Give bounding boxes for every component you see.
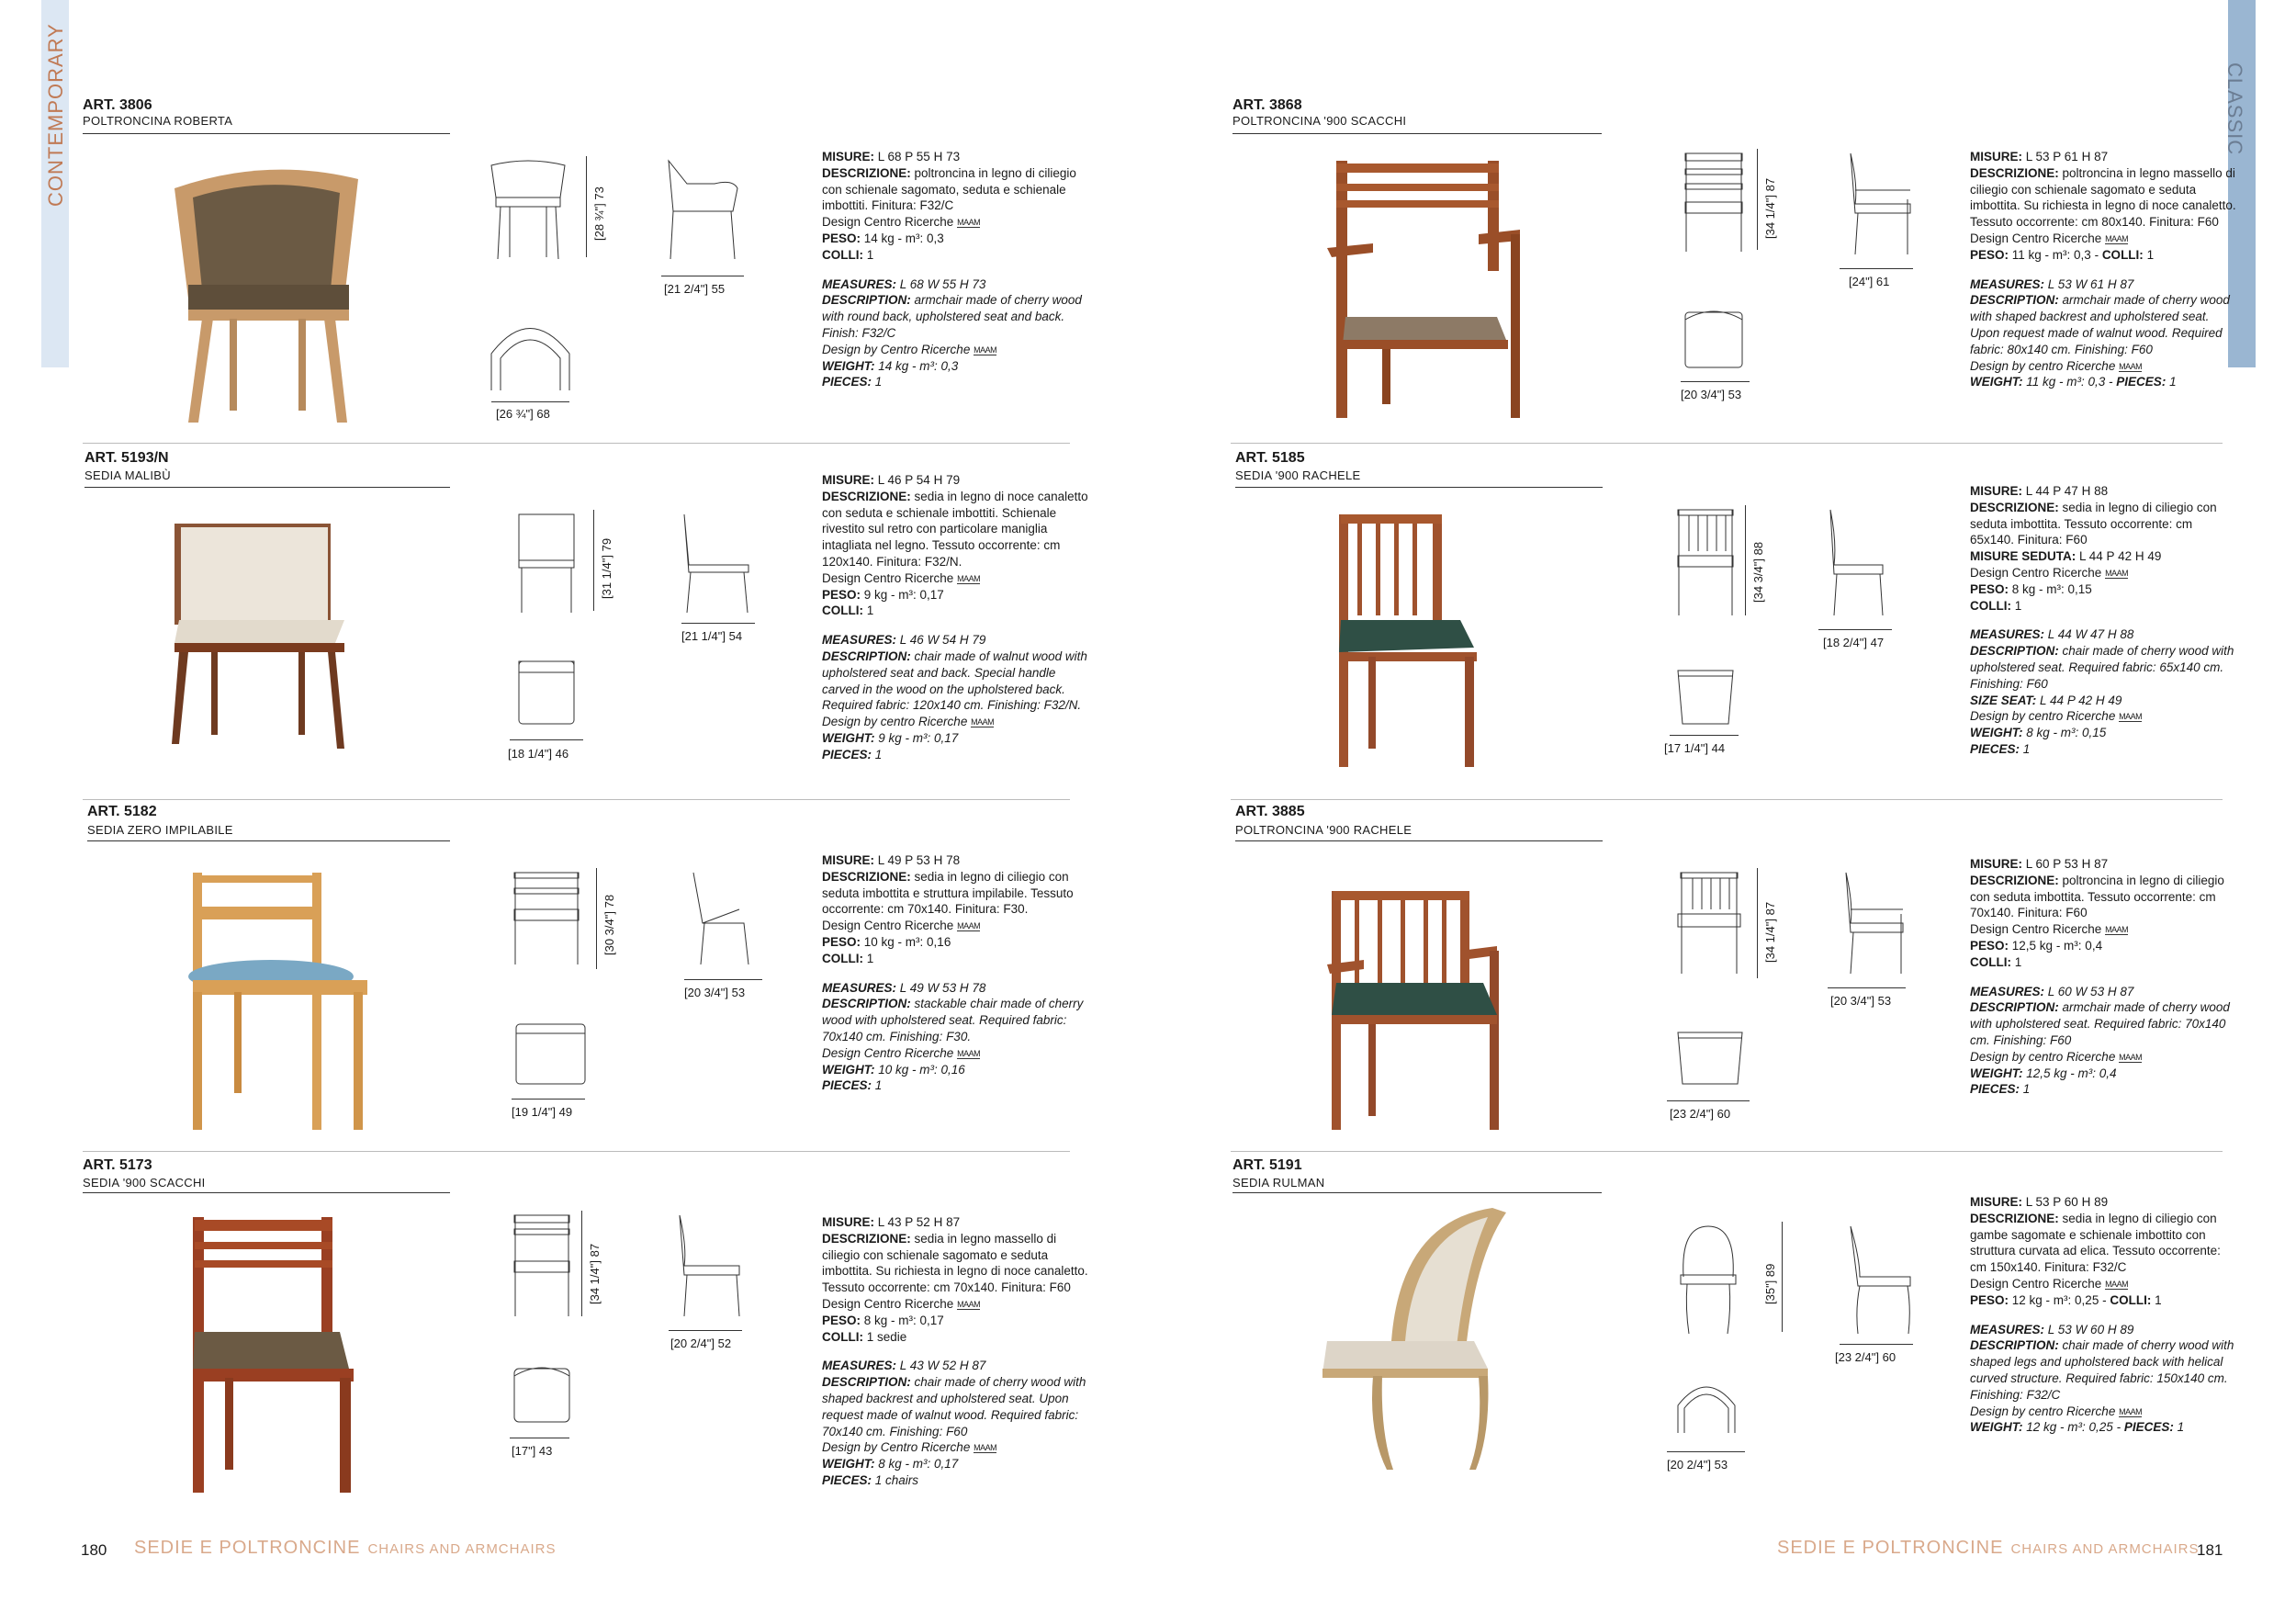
description-block [822,1214,1088,1502]
art-code: ART. 5182 [87,804,157,819]
description-it: MISURE: L 44 P 47 H 88 DESCRIZIONE: sedia in legno di ciliegio con seduta imbottita. Tessuto occorrente: cm 65x140. Finitura: F60 MISURE SEDUTA: L 44 P 42 H 49 Design Centro Ricerche MAAM PESO: 8 kg - m³: 0,15 COLLI: 1 [1970,484,2217,613]
top-view-sketch [1673,661,1738,730]
footer-title-right: SEDIE E POLTRONCINE CHAIRS AND ARMCHAIRS [1777,1538,2200,1558]
width-dimension: [17 1/4"] 44 [1664,741,1726,755]
width-dimension: [20 2/4"] 53 [1667,1458,1728,1472]
art-code: ART. 5185 [1235,450,1305,466]
description-block [1970,149,2236,403]
description-it: MISURE: L 53 P 60 H 89 DESCRIZIONE: sedia in legno di ciliegio con gambe sagomate e schienale imbottito con struttura curvata ad elica. Tessuto occorrente: cm 150x140. Finitura: F32/C Design Centro Ricerche MAAM PESO: 12 kg - m³: 0,25 - COLLI: 1 [1970,1195,2221,1307]
description-en: MEASURES: L 53 W 60 H 89 DESCRIPTION: chair made of cherry wood with shaped legs and upholstered back with helical curved structure. Required fabric: 150x140 cm. Finishing: F32/C Design by centro Ricerche MAAM WEIGHT: 12 kg - m³: 0,25 - PIECES: 1 [1970,1322,2234,1435]
description-en: MEASURES: L 68 W 55 H 73 DESCRIPTION: armchair made of cherry wood with round back, upholstered seat and back. Finish: F32/C Design by Centro Ricerche MAAM WEIGHT: 14 kg - m³: 0,3 PIECES: 1 [822,276,1082,389]
title-underline [1232,133,1602,134]
art-name: SEDIA RULMAN [1232,1176,1325,1190]
row-divider [83,799,1070,800]
description-block [1970,483,2236,771]
top-view-sketch [514,657,579,730]
maam-logo: MAAM [974,1443,997,1453]
description-en: MEASURES: L 60 W 53 H 87 DESCRIPTION: armchair made of cherry wood with upholstered seat. Required fabric: 70x140 cm. Finishing: F60 Design by centro Ricerche MAAM WEIGHT: 12,5 kg - m³: 0,4 PIECES: 1 [1970,984,2230,1097]
front-view-sketch [487,156,569,262]
depth-dimension: [23 2/4"] 60 [1835,1350,1896,1364]
description-it: MISURE: L 68 P 55 H 73 DESCRIZIONE: poltroncina in legno di ciliegio con schienale sagomato, seduta e schienale imbottiti. Finitura: F32/C Design Centro Ricerche MAAM PESO: 14 kg - m³: 0,3 COLLI: 1 [822,150,1076,262]
side-view-sketch [680,510,753,615]
depth-dimension: [20 3/4"] 53 [1830,994,1892,1008]
top-view-sketch [487,312,574,395]
height-dimension: [31 1/4"] 79 [600,537,613,599]
front-view-sketch [1681,149,1747,254]
side-view-sketch [659,156,742,262]
description-it: MISURE: L 60 P 53 H 87 DESCRIZIONE: poltroncina in legno di ciliegio con seduta imbottita. Tessuto occorrente: cm 70x140. Finitura: F60 Design Centro Ricerche MAAM PESO: 12,5 kg - m³: 0,4 COLLI: 1 [1970,857,2224,969]
top-view-sketch [1673,1373,1739,1438]
description-it: MISURE: L 43 P 52 H 87 DESCRIZIONE: sedia in legno massello di ciliegio con schienale sagomato e seduta imbottita. Su richiesta in legno di noce canaletto. Tessuto occorrente: cm 70x140. Finitura: F60 Design Centro Ricerche MAAM PESO: 8 kg - m³: 0,17 COLLI: 1 sedie [822,1215,1088,1344]
title-underline [83,133,450,134]
description-en: MEASURES: L 53 W 61 H 87 DESCRIPTION: armchair made of cherry wood with shaped backrest and upholstered seat. Upon request made of walnut wood. Required fabric: 80x140 cm. Finishing: F60 Design by centro Ricerche MAAM WEIGHT: 11 kg - m³: 0,3 - PIECES: 1 [1970,276,2230,389]
section-label-classic: CLASSIC [2223,62,2246,156]
side-view-sketch [1837,868,1910,978]
width-dimension: [20 3/4"] 53 [1681,388,1742,401]
maam-logo: MAAM [2105,568,2129,578]
row-divider [1231,443,2223,444]
art-name: SEDIA '900 RACHELE [1235,468,1361,482]
maam-logo: MAAM [2105,925,2129,935]
art-name: POLTRONCINA '900 SCACCHI [1232,114,1407,128]
art-code: ART. 3806 [83,97,152,113]
description-it: MISURE: L 49 P 53 H 78 DESCRIZIONE: sedia in legno di ciliegio con seduta imbottita e struttura impilabile. Tessuto occorrente: cm 70x140. Finitura: F30. Design Centro Ricerche MAAM PESO: 10 kg - m³: 0,16 COLLI: 1 [822,853,1074,965]
row-divider [83,1151,1070,1152]
maam-logo: MAAM [2119,712,2143,722]
maam-logo: MAAM [2119,361,2143,371]
footer-title-left: SEDIE E POLTRONCINE CHAIRS AND ARMCHAIRS [134,1538,557,1558]
top-view-sketch [512,1020,590,1088]
maam-logo: MAAM [971,717,995,727]
maam-logo: MAAM [957,218,981,228]
maam-logo: MAAM [2105,1279,2129,1289]
description-it: MISURE: L 46 P 54 H 79 DESCRIZIONE: sedia in legno di noce canaletto con seduta e schienale imbottiti. Schienale rivestito sul retro con particolare maniglia intagliata nel legno. Tessuto occorrente: cm 120x140. Finitura: F32/N. Design Centro Ricerche MAAM PESO: 9 kg - m³: 0,17 COLLI: 1 [822,473,1088,618]
top-view-sketch [1681,303,1747,372]
description-en: MEASURES: L 46 W 54 H 79 DESCRIPTION: chair made of walnut wood with upholstered seat and back. Special handle carved in the wood on the upholstered back. Required fabric: 120x140 cm. Finishing: F32/N. Design by centro Ricerche MAAM WEIGHT: 9 kg - m³: 0,17 PIECES: 1 [822,633,1087,761]
top-view-sketch [510,1359,574,1428]
art-code: ART. 3868 [1232,97,1302,113]
side-view-sketch [1841,149,1915,259]
description-block [1970,1194,2236,1449]
side-view-sketch [1841,1222,1915,1336]
chair-photo [1332,510,1497,772]
chair-photo [1322,156,1534,423]
front-view-sketch [510,868,583,969]
maam-logo: MAAM [957,1299,981,1309]
art-code: ART. 5193/N [84,450,169,466]
art-code: ART. 3885 [1235,804,1305,819]
maam-logo: MAAM [2105,233,2129,243]
description-block [822,149,1088,403]
description-block [1970,856,2236,1111]
description-en: MEASURES: L 43 W 52 H 87 DESCRIPTION: chair made of cherry wood with shaped backrest and upholstered seat. Upon request made of walnut wood. Required fabric: 70x140 cm. Finishing: F60 Design by Centro Ricerche MAAM WEIGHT: 8 kg - m³: 0,17 PIECES: 1 chairs [822,1359,1086,1487]
maam-logo: MAAM [2119,1406,2143,1416]
chair-photo [184,1212,358,1497]
height-dimension: [34 3/4"] 88 [1751,541,1765,603]
depth-dimension: [21 2/4"] 55 [664,282,726,296]
art-name: POLTRONCINA ROBERTA [83,114,233,128]
width-dimension: [23 2/4"] 60 [1670,1107,1731,1121]
height-dimension: [34 1/4"] 87 [1763,901,1777,963]
row-divider [1231,799,2223,800]
row-divider [1231,1151,2223,1152]
width-dimension: [17"] 43 [512,1444,553,1458]
description-it: MISURE: L 53 P 61 H 87 DESCRIZIONE: poltroncina in legno massello di ciliegio con schienale sagomato e seduta imbottita. Su richiesta in legno di noce canaletto. Tessuto occorrente: cm 80x140. Finitura: F60 Design Centro Ricerche MAAM PESO: 11 kg - m³: 0,3 - COLLI: 1 [1970,150,2236,262]
depth-dimension: [20 3/4"] 53 [684,986,746,999]
description-en: MEASURES: L 44 W 47 H 88 DESCRIPTION: chair made of cherry wood with upholstered seat. Required fabric: 65x140 cm. Finishing: F60 SIZE SEAT: L 44 P 42 H 49 Design by centro Ricerche MAAM WEIGHT: 8 kg - m³: 0,15 PIECES: 1 [1970,627,2234,756]
height-dimension: [28 ¾"] 73 [592,186,606,241]
chair-photo [1318,1203,1529,1479]
side-view-sketch [670,1211,744,1321]
top-view-sketch [1673,1021,1747,1090]
maam-logo: MAAM [974,344,997,355]
title-underline [83,1192,450,1193]
chair-photo [184,868,386,1134]
side-view-sketch [684,868,758,969]
height-dimension: [35"] 89 [1763,1263,1777,1304]
width-dimension: [26 ¾"] 68 [496,407,550,421]
page-number-right: 181 [2197,1541,2223,1559]
art-name: SEDIA '900 SCACCHI [83,1176,206,1190]
front-view-sketch [1676,868,1742,978]
width-dimension: [19 1/4"] 49 [512,1105,573,1119]
chair-photo [161,514,372,753]
chair-photo [1322,886,1515,1134]
page-number-left: 180 [81,1541,107,1559]
maam-logo: MAAM [957,921,981,931]
front-view-sketch [1673,505,1738,620]
art-code: ART. 5191 [1232,1157,1302,1173]
art-name: SEDIA MALIBÙ [84,468,171,482]
art-code: ART. 5173 [83,1157,152,1173]
maam-logo: MAAM [2119,1052,2143,1062]
width-dimension: [18 1/4"] 46 [508,747,569,761]
maam-logo: MAAM [957,1048,981,1058]
chair-photo [147,161,386,427]
description-block [822,852,1088,1107]
depth-dimension: [20 2/4"] 52 [670,1336,732,1350]
front-view-sketch [1676,1222,1740,1336]
title-underline [1232,1192,1602,1193]
row-divider [83,443,1070,444]
depth-dimension: [18 2/4"] 47 [1823,636,1885,649]
title-underline [1235,487,1603,488]
description-block [822,472,1088,776]
depth-dimension: [24"] 61 [1849,275,1890,288]
art-name: SEDIA ZERO IMPILABILE [87,823,233,837]
title-underline [1235,840,1603,841]
art-name: POLTRONCINA '900 RACHELE [1235,823,1412,837]
front-view-sketch [514,510,579,615]
side-view-sketch [1823,505,1887,620]
title-underline [84,487,450,488]
description-en: MEASURES: L 49 W 53 H 78 DESCRIPTION: stackable chair made of cherry wood with upholstered seat. Required fabric: 70x140 cm. Finishing: F30. Design Centro Ricerche MAAM WEIGHT: 10 kg - m³: 0,16 PIECES: 1 [822,980,1084,1093]
front-view-sketch [510,1211,574,1321]
maam-logo: MAAM [957,573,981,583]
title-underline [87,840,450,841]
section-label-contemporary: CONTEMPORARY [44,23,67,207]
height-dimension: [34 1/4"] 87 [588,1243,602,1304]
depth-dimension: [21 1/4"] 54 [681,629,743,643]
height-dimension: [30 3/4"] 78 [602,894,616,955]
height-dimension: [34 1/4"] 87 [1763,177,1777,239]
